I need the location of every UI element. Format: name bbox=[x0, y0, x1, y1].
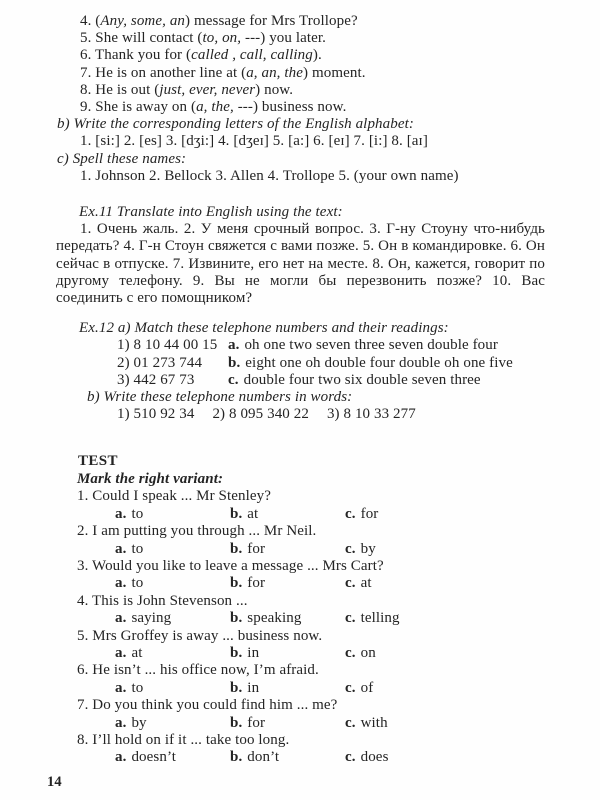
option-value: with bbox=[360, 714, 388, 731]
item-lead: 4. ( bbox=[80, 13, 101, 29]
option-value: to bbox=[131, 679, 144, 696]
item-tail: ) you later. bbox=[260, 30, 327, 47]
reading-letter: a. bbox=[228, 337, 240, 354]
item-lead: 5. She will contact ( bbox=[80, 30, 203, 47]
item-lead: 9. She is away on ( bbox=[80, 99, 197, 116]
option-b bbox=[230, 749, 345, 766]
section-b-phonetics: 1. [si:] 2. [es] 3. [dʒi:] 4. [dʒeɪ] 5. [a:] 6. [eɪ] 7. [i:] 8. [aɪ] bbox=[80, 133, 428, 150]
phone-number: 2) 8 095 340 22 bbox=[212, 406, 309, 423]
exercise-item-9 bbox=[80, 99, 600, 116]
option-letter: a. bbox=[115, 749, 127, 766]
option-letter: b. bbox=[230, 610, 243, 627]
section-c-names: 1. Johnson 2. Bellock 3. Allen 4. Trollope 5. (your own name) bbox=[80, 167, 459, 184]
item-tail: ) moment. bbox=[303, 64, 366, 81]
item-lead: 7. He is on another line at ( bbox=[80, 64, 247, 81]
option-value: for bbox=[360, 505, 379, 522]
exercise-item-6 bbox=[80, 47, 600, 64]
option-value: saying bbox=[131, 610, 172, 627]
ex11-heading: Ex.11 Translate into English using the text: bbox=[79, 204, 343, 221]
reading-text: eight one oh double four double oh one five bbox=[245, 354, 513, 371]
option-c bbox=[345, 749, 389, 766]
options-row bbox=[115, 680, 600, 697]
phone-number: 1) 8 10 44 00 15 bbox=[117, 337, 218, 354]
options-row bbox=[115, 749, 600, 766]
option-a bbox=[115, 645, 230, 662]
option-b bbox=[230, 610, 345, 627]
exercise-item-5 bbox=[80, 30, 600, 47]
option-value: at bbox=[247, 505, 259, 522]
ex12-numbers-line bbox=[117, 406, 600, 423]
item-tail: ). bbox=[312, 47, 322, 64]
section-b-heading: b) Write the corresponding letters of the English alphabet: bbox=[57, 116, 414, 133]
exercise-item-8 bbox=[80, 82, 600, 99]
question-line: 8. I’ll hold on if it ... take too long. bbox=[77, 731, 290, 748]
option-value: at bbox=[131, 644, 143, 661]
question-line: 7. Do you think you could find him ... me? bbox=[77, 697, 338, 714]
option-letter: c. bbox=[345, 540, 356, 557]
option-letter: a. bbox=[115, 575, 127, 592]
item-tail: ) business now. bbox=[252, 99, 347, 116]
exercise-item-4 bbox=[80, 13, 600, 30]
option-value: in bbox=[247, 679, 260, 696]
option-letter: b. bbox=[230, 679, 243, 696]
option-b bbox=[230, 541, 345, 558]
test-title: TEST bbox=[78, 453, 118, 470]
option-value: to bbox=[131, 505, 144, 522]
option-letter: c. bbox=[345, 505, 356, 522]
option-value: of bbox=[360, 679, 374, 696]
options-row bbox=[115, 715, 600, 732]
option-letter: c. bbox=[345, 575, 356, 592]
option-a bbox=[115, 610, 230, 627]
phone-number: 2) 01 273 744 bbox=[117, 354, 203, 371]
option-a bbox=[115, 749, 230, 766]
option-b bbox=[230, 715, 345, 732]
item-choices: a, an, the bbox=[246, 64, 304, 81]
reading-letter: b. bbox=[228, 354, 241, 371]
phone-number: 3) 442 67 73 bbox=[117, 371, 195, 388]
option-b bbox=[230, 506, 345, 523]
item-tail: ) message for Mrs Trollope? bbox=[185, 13, 358, 29]
option-value: to bbox=[131, 540, 144, 557]
option-value: on bbox=[360, 644, 376, 661]
item-choices: Any, some, an bbox=[100, 13, 186, 29]
option-letter: c. bbox=[345, 749, 356, 766]
item-choices: just, ever, never bbox=[159, 81, 256, 98]
ex12-pair-row bbox=[117, 355, 600, 372]
test-section bbox=[0, 453, 600, 766]
option-c bbox=[345, 541, 376, 558]
option-a bbox=[115, 575, 230, 592]
option-value: does bbox=[360, 749, 389, 766]
options-row bbox=[115, 645, 600, 662]
option-value: doesn’t bbox=[131, 749, 177, 766]
option-letter: b. bbox=[230, 575, 243, 592]
option-value: for bbox=[247, 714, 266, 731]
option-letter: b. bbox=[230, 505, 243, 522]
option-c bbox=[345, 715, 388, 732]
option-letter: a. bbox=[115, 505, 127, 522]
question-line: 5. Mrs Groffey is away ... business now. bbox=[77, 627, 323, 644]
page-number: 14 bbox=[47, 774, 62, 790]
option-letter: b. bbox=[230, 714, 243, 731]
reading-text: double four two six double seven three bbox=[243, 371, 481, 388]
phone-number: 1) 510 92 34 bbox=[117, 406, 195, 423]
option-letter: b. bbox=[230, 540, 243, 557]
section-c-heading: c) Spell these names: bbox=[57, 150, 187, 167]
ex12-sub-heading: b) Write these telephone numbers in words: bbox=[87, 389, 353, 406]
option-value: for bbox=[247, 575, 266, 592]
option-a bbox=[115, 541, 230, 558]
option-letter: b. bbox=[230, 644, 243, 661]
option-a bbox=[115, 680, 230, 697]
reading-letter: c. bbox=[228, 371, 239, 388]
option-letter: c. bbox=[345, 610, 356, 627]
item-lead: 8. He is out ( bbox=[80, 81, 160, 98]
option-b bbox=[230, 680, 345, 697]
test-subtitle: Mark the right variant: bbox=[77, 470, 224, 487]
reading-text: oh one two seven three seven double four bbox=[244, 337, 498, 354]
option-letter: a. bbox=[115, 679, 127, 696]
item-choices: called , call, calling bbox=[191, 47, 313, 64]
option-c bbox=[345, 575, 372, 592]
option-c bbox=[345, 506, 378, 523]
option-letter: b. bbox=[230, 749, 243, 766]
question-line: 4. This is John Stevenson ... bbox=[77, 592, 248, 609]
option-value: by bbox=[131, 714, 147, 731]
option-c bbox=[345, 645, 376, 662]
option-a bbox=[115, 715, 230, 732]
question-line: 1. Could I speak ... Mr Stenley? bbox=[77, 488, 272, 505]
option-letter: c. bbox=[345, 714, 356, 731]
option-letter: a. bbox=[115, 540, 127, 557]
exercise-item-7 bbox=[80, 65, 600, 82]
options-row bbox=[115, 506, 600, 523]
question-line: 2. I am putting you through ... Mr Neil. bbox=[77, 523, 317, 540]
options-row bbox=[115, 575, 600, 592]
option-c bbox=[345, 610, 400, 627]
option-b bbox=[230, 645, 345, 662]
ex12-heading: Ex.12 a) Match these telephone numbers and their readings: bbox=[79, 320, 449, 337]
option-letter: a. bbox=[115, 714, 127, 731]
item-choices: to, on, --- bbox=[202, 30, 261, 47]
question-line: 6. He isn’t ... his office now, I’m afraid. bbox=[77, 662, 319, 679]
option-letter: c. bbox=[345, 644, 356, 661]
question-line: 3. Would you like to leave a message ... Mrs Cart? bbox=[77, 557, 384, 574]
option-value: to bbox=[131, 575, 144, 592]
option-c bbox=[345, 680, 373, 697]
option-value: telling bbox=[360, 610, 400, 627]
option-a bbox=[115, 506, 230, 523]
options-row bbox=[115, 610, 600, 627]
option-letter: c. bbox=[345, 679, 356, 696]
option-value: speaking bbox=[247, 610, 302, 627]
option-value: at bbox=[360, 575, 372, 592]
option-b bbox=[230, 575, 345, 592]
ex12-pair-row bbox=[117, 372, 600, 389]
option-letter: a. bbox=[115, 644, 127, 661]
option-value: for bbox=[247, 540, 266, 557]
option-value: in bbox=[247, 644, 260, 661]
item-lead: 6. Thank you for ( bbox=[80, 47, 192, 64]
item-choices: a, the, --- bbox=[196, 99, 253, 116]
ex12-pair-row bbox=[117, 337, 600, 354]
option-value: by bbox=[360, 540, 376, 557]
phone-number: 3) 8 10 33 277 bbox=[326, 406, 416, 423]
option-value: don’t bbox=[247, 749, 280, 766]
ex11-body: 1. Очень жаль. 2. У меня срочный вопрос. 3. Г-ну Стоуну что-нибудь передать? 4. Г-н Стоун свяжется с вами позже. 5. Он в командировке. 6. Он сейчас в отпуске. 7. Извините, его нет на месте. 8. Он, кажется, говорит по другому телефону. 9. Вы не могли бы перезвонить позже? 10. Вас соединить с его помощником? bbox=[56, 221, 545, 307]
item-tail: ) now. bbox=[255, 81, 294, 98]
options-row bbox=[115, 541, 600, 558]
option-letter: a. bbox=[115, 610, 127, 627]
